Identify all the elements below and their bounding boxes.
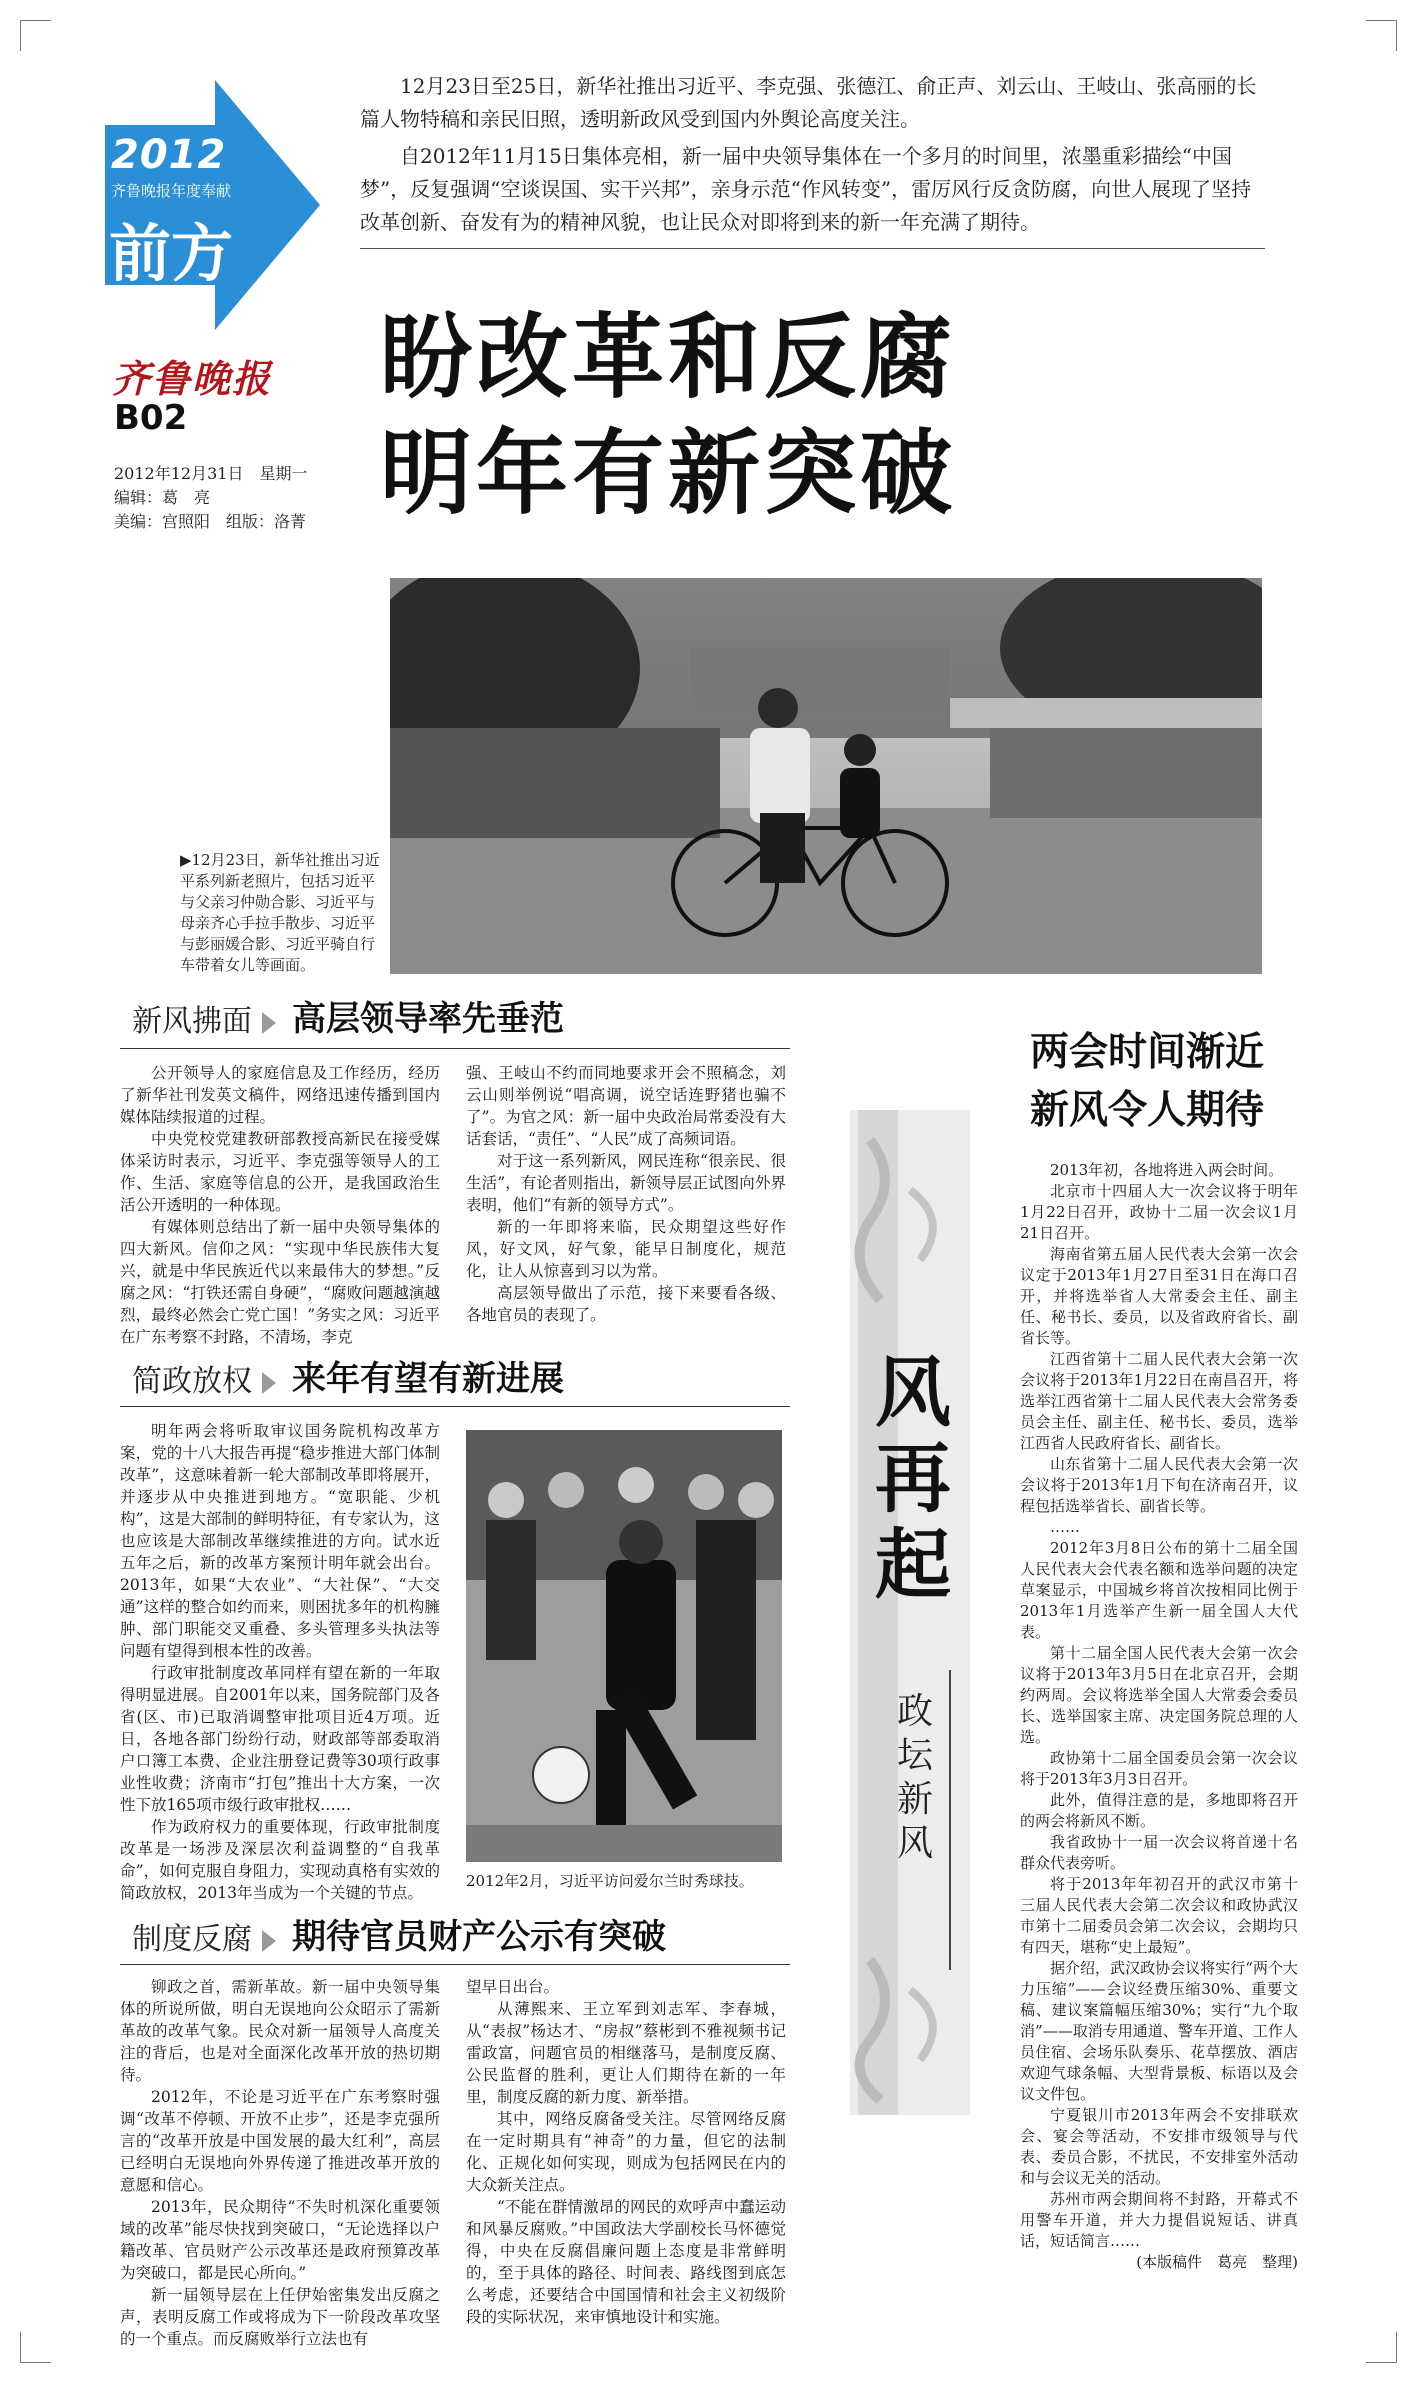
paragraph: 宁夏银川市2013年两会不安排联欢会、宴会等活动，不安排市级领导与代表、委员合影，不扰民，不安排室外活动和与会议无关的活动。 bbox=[1020, 2106, 1298, 2187]
paragraph: 第十二届全国人民代表大会第一次会议将于2013年3月5日在北京召开，会期约两周。会议将选举全国人大常委会委员长、选举国家主席、决定国务院总理的人选。 bbox=[1020, 1644, 1298, 1746]
page-meta bbox=[114, 462, 307, 534]
football-photo bbox=[466, 1430, 782, 1862]
paragraph: 据介绍，武汉政协会议将实行“两个大力压缩”——会议经费压缩30%、重要文稿、建议案篇幅压缩30%；实行“九个取消”——取消专用通道、警车开道、工作人员住宿、会场乐队奏乐、花草摆放、酒店欢迎气球条幅、大型背景板、标语以及会议文件包。 bbox=[1020, 1959, 1298, 2103]
bicycle-photo bbox=[390, 578, 1262, 974]
paragraph: 2012年3月8日公布的第十二届全国人民代表大会代表名额和选举问题的决定草案显示，中国城乡将首次按相同比例于2013年1月选举产生新一届全国人大代表。 bbox=[1020, 1539, 1298, 1641]
section-rule bbox=[120, 1048, 790, 1049]
section-rule bbox=[120, 1964, 790, 1965]
paper-name: 齐鲁晚报 bbox=[112, 356, 273, 401]
right-headline-line-1: 两会时间渐近 bbox=[1030, 1030, 1265, 1075]
paragraph: 中央党校党建教研部教授高新民在接受媒体采访时表示，习近平、李克强等领导人的工作、生活、家庭等信息的公开，是我国政治生活公开透明的一种体现。 bbox=[120, 1130, 440, 1214]
byline: (本版稿件 葛亮 整理) bbox=[1136, 2253, 1298, 2271]
paragraph: 海南省第五届人民代表大会第一次会议定于2013年1月27日至31日在海口召开，并将选举省人大常委会主任、副主任、秘书长、委员，以及省政府省长、副省长等。 bbox=[1020, 1245, 1298, 1347]
crop-mark-top-left bbox=[20, 20, 51, 51]
paragraph: 行政审批制度改革同样有望在新的一年取得明显进展。自2001年以来，国务院部门及各省(区、市)已取消调整审批项目近4万项。近日，各地各部门纷纷行动，财政部等部委取消户口簿工本费、企业注册登记费等30项行政事业性收费；济南市“打包”推出十大方案，一次性下放165项市级行政审批权…… bbox=[120, 1664, 440, 1814]
paragraph: 江西省第十二届人民代表大会第一次会议将于2013年1月22日在南昌召开，将选举江西省第十二届人民代表大会常务委员会主任、副主任、秘书长、委员，选举江西省人民政府省长、副省长。 bbox=[1020, 1350, 1298, 1452]
crop-mark-bottom-left bbox=[20, 2332, 51, 2363]
right-column-text bbox=[1020, 1160, 1298, 2273]
lead-divider bbox=[360, 248, 1265, 249]
paragraph: 明年两会将听取审议国务院机构改革方案，党的十八大报告再提“稳步推进大部门体制改革”，这意味着新一轮大部制改革即将展开，并逐步从中央推进到地方。“宽职能、少机构”，这是大部制的鲜明特征，有专家认为，这也应该是大部制改革继续推进的方向。试水近五年之后，新的改革方案预计明年就会出台。2013年，如果“大农业”、“大社保”、“大交通”这样的整合如约而来，则困扰多年的机构臃肿、部门职能交叉重叠、多头管理多头执法等问题有望得到根本性的改善。 bbox=[120, 1422, 440, 1660]
vertical-subtitle: 政坛新风 bbox=[896, 1691, 933, 1864]
paragraph: 2012年，不论是习近平在广东考察时强调“改革不停顿、开放不止步”，还是李克强所言的“改革开放是中国发展的最大红利”，高层已经明白无误地向外界传递了推进改革开放的意愿和信心。 bbox=[120, 2088, 440, 2194]
paragraph: …… bbox=[1050, 1518, 1080, 1536]
section1-column-2 bbox=[466, 1062, 786, 1326]
paragraph: 作为政府权力的重要体现，行政审批制度改革是一场涉及深层次利益调整的“自我革命”，如何克服自身阻力，实现动真格有实效的简政放权，2013年当成为一个关键的节点。 bbox=[120, 1818, 440, 1902]
qianfang-arrow-logo bbox=[105, 80, 325, 330]
triangle-icon bbox=[262, 1012, 276, 1034]
section-kicker: 新风拂面 bbox=[132, 1004, 252, 1039]
lead-paragraph: 12月23日至25日，新华社推出习近平、李克强、张德江、俞正声、刘云山、王岐山、张高丽的长篇人物特稿和亲民旧照，透明新政风受到国内外舆论高度关注。 bbox=[360, 74, 1257, 131]
main-headline bbox=[380, 300, 956, 532]
lead-text bbox=[360, 70, 1265, 243]
paragraph: 北京市十四届人大一次会议将于明年1月22日召开，政协十二届一次会议1月21日召开。 bbox=[1020, 1182, 1298, 1242]
logo-slogan: 齐鲁晚报年度奉献 bbox=[111, 182, 232, 200]
page-number: B02 bbox=[114, 398, 188, 438]
paragraph: 铆政之首，需新革故。新一届中央领导集体的所说所做，明白无误地向公众昭示了需新革故的改革气象。民众对新一届领导人高度关注的背后，也是对全面深化改革开放的热切期待。 bbox=[120, 1978, 440, 2084]
logo-year: 2012 bbox=[111, 132, 227, 178]
football-photo-caption: 2012年2月，习近平访问爱尔兰时秀球技。 bbox=[466, 1872, 754, 1890]
decorative-band bbox=[850, 1110, 970, 2115]
paragraph: 其中，网络反腐备受关注。尽管网络反腐在一定时期具有“神奇”的力量，但它的法制化、正规化如何实现，则成为包括网民在内的大众新关注点。 bbox=[466, 2110, 786, 2194]
paragraph: 2013年初，各地将进入两会时间。 bbox=[1050, 1161, 1284, 1179]
section1-column-1 bbox=[120, 1062, 440, 1348]
paragraph: 有媒体则总结出了新一届中央领导集体的四大新风。信仰之风：“实现中华民族伟大复兴，就是中华民族近代以来最伟大的梦想。”反腐之风：“打铁还需自身硬”，“腐败问题越演越烈，最终必然会亡党亡国！”务实之风：习近平在广东考察不封路，不清场，李克 bbox=[120, 1218, 440, 1346]
paragraph: “不能在群情激昂的网民的欢呼声中蠢运动和风暴反腐败。”中国政法大学副校长马怀德觉得，中央在反腐倡廉问题上态度是非常鲜明的，至于具体的路径、时间表、路线图到底怎么考虑，还要结合中国国情和社会主义初级阶段的实际状况，来审慎地设计和实施。 bbox=[466, 2198, 786, 2326]
paragraph: 强、王岐山不约而同地要求开会不照稿念，刘云山则举例说“唱高调，说空话连野猪也骗不了”。为官之风：新一届中央政治局常委没有大话套话，“责任”、“人民”成了高频词语。 bbox=[466, 1064, 786, 1148]
paragraph: 此外，值得注意的是，多地即将召开的两会将新风不断。 bbox=[1020, 1791, 1298, 1830]
right-headline-line-2: 新风令人期待 bbox=[1030, 1088, 1265, 1133]
headline-line-1: 盼改革和反腐 bbox=[380, 304, 957, 411]
editor-line: 编辑：葛 亮 bbox=[114, 488, 211, 507]
section3-column-1 bbox=[120, 1976, 440, 2350]
vertical-title: 风再起 bbox=[875, 1348, 951, 1609]
paragraph: 望早日出台。 bbox=[466, 1978, 560, 1996]
paragraph: 将于2013年年初召开的武汉市第十三届人民代表大会第二次会议和政协武汉市第十二届委员会第二次会议，会期均只有四天，堪称“史上最短”。 bbox=[1020, 1875, 1298, 1956]
lead-paragraph: 自2012年11月15日集体亮相，新一届中央领导集体在一个多月的时间里，浓墨重彩描绘“中国梦”，反复强调“空谈误国、实干兴邦”，亲身示范“作风转变”，雷厉风行反贪防腐，向世人展现了坚持改革创新、奋发有为的精神风貌，也让民众对即将到来的新一年充满了期待。 bbox=[360, 144, 1252, 234]
section-rule bbox=[120, 1406, 790, 1407]
paragraph: 苏州市两会期间将不封路，开幕式不用警车开道，并大力提倡说短话、讲真话，短话简言…… bbox=[1020, 2190, 1298, 2250]
section2-column-1 bbox=[120, 1420, 440, 1904]
section-kicker: 简政放权 bbox=[132, 1364, 252, 1399]
section-title: 来年有望有新进展 bbox=[292, 1359, 564, 1399]
crop-mark-bottom-right bbox=[1366, 2332, 1397, 2363]
paragraph: 新的一年即将来临，民众期望这些好作风，好文风，好气象，能早日制度化，规范化，让人从惊喜到习以为常。 bbox=[466, 1218, 786, 1280]
bicycle-photo-caption: ▶12月23日，新华社推出习近平系列新老照片，包括习近平与父亲习仲勋合影、习近平与母亲齐心手拉手散步、习近平与彭丽媛合影、习近平骑自行车带着女儿等画面。 bbox=[180, 851, 380, 974]
section-title: 高层领导率先垂范 bbox=[292, 999, 564, 1039]
section3-column-2 bbox=[466, 1976, 786, 2328]
paragraph: 高层领导做出了示范，接下来要看各级、各地官员的表现了。 bbox=[466, 1284, 786, 1324]
paragraph: 我省政协十一届一次会议将首递十名群众代表旁听。 bbox=[1020, 1833, 1298, 1872]
right-headline bbox=[1030, 1024, 1270, 1140]
crop-mark-top-right bbox=[1366, 20, 1397, 51]
triangle-icon bbox=[262, 1930, 276, 1952]
section-title: 期待官员财产公示有突破 bbox=[292, 1917, 666, 1957]
section-header-xinfeng bbox=[120, 1000, 564, 1040]
paragraph: 新一届领导层在上任伊始密集发出反腐之声，表明反腐工作或将成为下一阶段改革攻坚的一个重点。而反腐败举行立法也有 bbox=[120, 2286, 440, 2348]
headline-line-2: 明年有新突破 bbox=[380, 420, 957, 527]
paragraph: 2013年，民众期待“不失时机深化重要领域的改革”能尽快找到突破口，“无论选择以户籍改革、官员财产公示改革还是政府预算改革为突破口，都是民心所向。” bbox=[120, 2198, 440, 2282]
paragraph: 从薄熙来、王立军到刘志军、李春城，从“表叔”杨达才、“房叔”蔡彬到不雅视频书记雷政富，问题官员的相继落马，是制度反腐、公民监督的胜利，更让人们期待在新的一年里，制度反腐的新力度、新举措。 bbox=[466, 2000, 786, 2106]
paragraph: 对于这一系列新风，网民连称“很亲民、很生活”，有论者则指出，新领导层正试图向外界表明，他们“有新的领导方式”。 bbox=[466, 1152, 786, 1214]
design-line: 美编：宫照阳 组版：洛菁 bbox=[114, 512, 307, 531]
logo-column-name: 前方 bbox=[109, 217, 234, 290]
section-header-jianzheng bbox=[120, 1360, 564, 1400]
date-line: 2012年12月31日 星期一 bbox=[114, 464, 308, 483]
section-header-zhidu bbox=[120, 1918, 666, 1958]
cloud-pattern-icon bbox=[850, 1110, 970, 2115]
paragraph: 政协第十二届全国委员会第一次会议将于2013年3月3日召开。 bbox=[1020, 1749, 1298, 1788]
section-kicker: 制度反腐 bbox=[132, 1922, 252, 1957]
triangle-icon bbox=[262, 1372, 276, 1394]
paragraph: 山东省第十二届人民代表大会第一次会议将于2013年1月下旬在济南召开，议程包括选举省长、副省长等。 bbox=[1020, 1455, 1298, 1515]
paragraph: 公开领导人的家庭信息及工作经历，经历了新华社刊发英文稿件，网络迅速传播到国内媒体陆续报道的过程。 bbox=[120, 1064, 440, 1126]
